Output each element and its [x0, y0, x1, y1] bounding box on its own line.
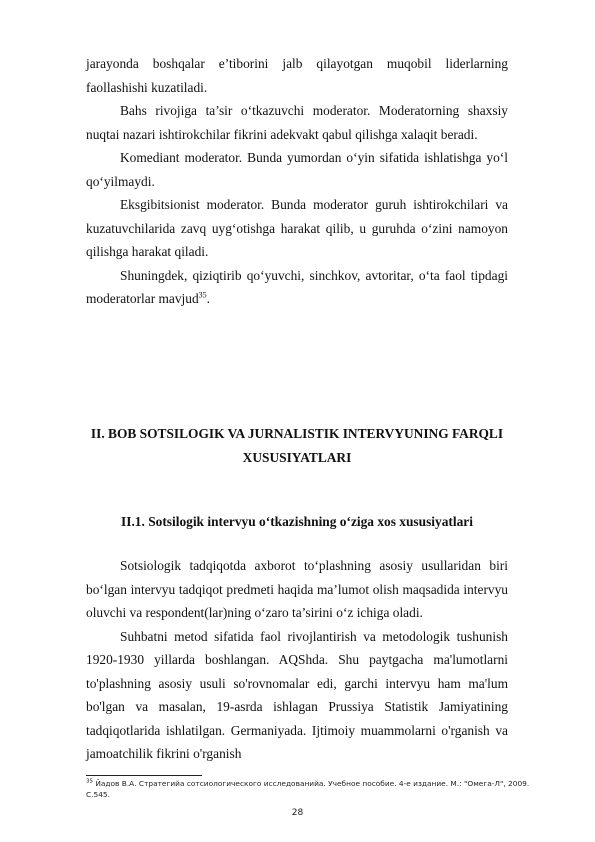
paragraph-interview-definition: Sotsiologik tadqiqotda axborot to‘plashning asosiy usullaridan biri bo‘lgan intervyu tadqiqot predmeti haqida ma’lumot olish maqsadida intervyu oluvchi va respondent(lar)ning o‘zaro ta’sirini o‘z ichiga oladi. — [86, 558, 508, 620]
footnote — [86, 779, 536, 800]
footnote-separator — [86, 775, 202, 776]
page-number: 28 — [291, 808, 304, 818]
paragraph-end-punctuation: . — [206, 291, 211, 306]
section-title: II.1. Sotsilogik intervyu o‘tkazishning o‘ziga xos xususiyatlari — [121, 514, 473, 529]
footnote-number: 35 — [86, 778, 93, 785]
paragraph-exhibitionist-moderator: Eksgibitsionist moderator. Bunda moderator guruh ishtirokchilari va kuzatuvchilarida zavq uyg‘otishga harakat qilib, u guruhda o‘zini namoyon qilishga harakat qiladi. — [86, 197, 508, 259]
bottom-text-block — [86, 554, 508, 766]
paragraph-continuation: jarayonda boshqalar e’tiborini jalb qilayotgan muqobil liderlarning faollashishi kuzatiladi. — [86, 56, 508, 95]
paragraph-interview-history: Suhbatni metod sifatida faol rivojlantirish va metodologik tushunish 1920-1930 yillarda boshlangan. AQShda. Shu paytgacha ma'lumotlarni to'plashning asosiy usuli so'rovnomalar edi, garchi intervyu ham ma'lum bo'lgan va masalan, 19-asrda ishlagan Prussiya Statistik Jamiyatining tadqiqotlarida ishlatilgan. Germaniyada. Ijtimoiy muammolarni o'rganish va jamoatchilik fikrini o'rganish — [86, 628, 508, 761]
chapter-title: II. BOB SOTSILOGIK VA JURNALISTIK INTERVYUNING FARQLI XUSUSIYATLARI — [90, 426, 504, 465]
footnote-text: Йадов В.А. Стратегийа сотсиологического исследованийа. Учебное пособие. 4-е издание. М.: "Омега-Л", 2009. С.545. — [86, 779, 530, 799]
footnote-reference[interactable]: 35 — [198, 290, 207, 300]
paragraph-comedian-moderator: Komediant moderator. Bunda yumordan o‘yin sifatida ishlatishga yo‘l qo‘yilmaydi. — [86, 150, 508, 189]
top-text-block — [86, 52, 508, 311]
paragraph-other-moderators-text: Shuningdek, qiziqtirib qo‘yuvchi, sinchkov, avtoritar, o‘ta faol tipdagi moderatorlar mavjud — [86, 267, 508, 306]
paragraph-influencing-moderator: Bahs rivojiga ta’sir o‘tkazuvchi moderator. Moderatorning shaxsiy nuqtai nazari ishtirokchilar fikrini adekvakt qabul qilishga xalaqit beradi. — [86, 103, 508, 142]
paragraph-other-moderators — [86, 264, 508, 311]
